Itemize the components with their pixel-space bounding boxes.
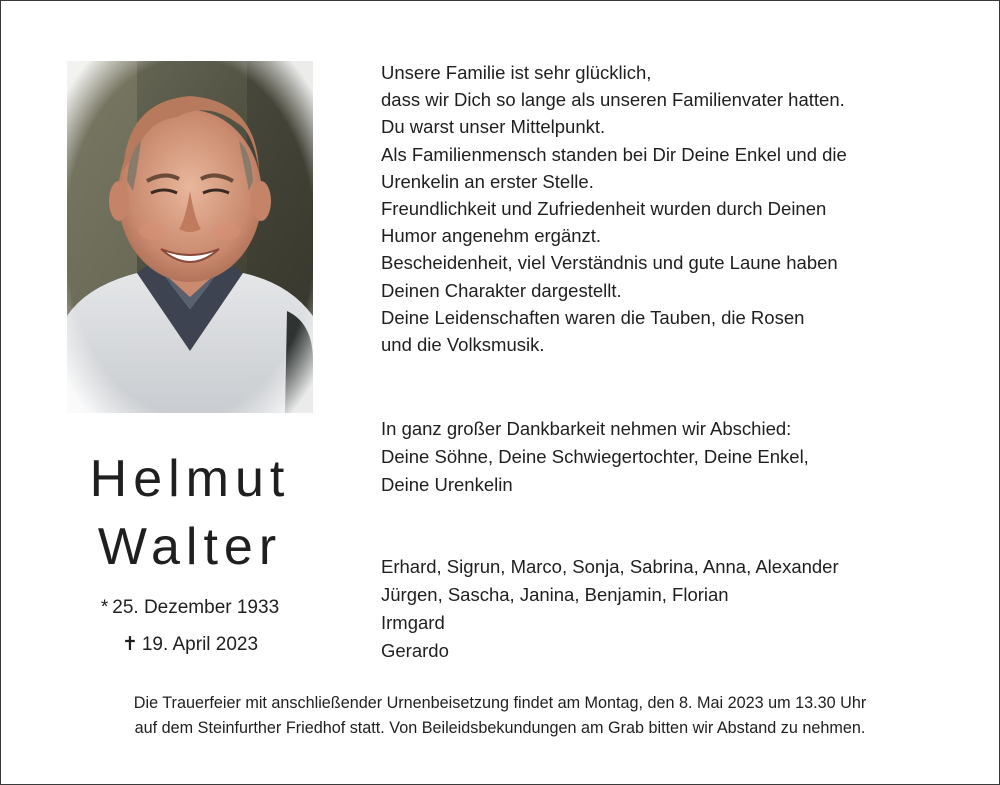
death-date-text: 19. April 2023 (141, 634, 259, 655)
birth-date (31, 598, 349, 617)
poem-line: Deine Leidenschaften waren die Tauben, die Rosen (381, 306, 805, 328)
mourners-line: Irmgard (381, 612, 445, 633)
portrait-illustration (67, 61, 313, 413)
mourners-line: Gerardo (381, 640, 449, 661)
farewell-statement (381, 415, 961, 499)
funeral-service-info (1, 691, 999, 741)
poem-line: und die Volksmusik. (381, 334, 545, 356)
mourners-line: Jürgen, Sascha, Janina, Benjamin, Florian (381, 584, 729, 605)
death-date (31, 635, 349, 654)
farewell-line: Deine Söhne, Deine Schwiegertochter, Deine Enkel, (381, 446, 809, 467)
deceased-last-name: Walter (97, 518, 283, 576)
mourners-line: Erhard, Sigrun, Marco, Sonja, Sabrina, Anna, Alexander (381, 556, 839, 577)
cross-icon: ✝ (121, 634, 138, 655)
poem-line: Deinen Charakter dargestellt. (381, 279, 622, 301)
poem-line: dass wir Dich so lange als unseren Familienvater hatten. (381, 89, 845, 111)
service-line: auf dem Steinfurther Friedhof statt. Von Beileidsbekundungen am Grab bitten wir Abstand zu nehmen. (134, 719, 866, 737)
birth-symbol: * (100, 597, 109, 618)
farewell-line: Deine Urenkelin (381, 474, 513, 495)
portrait-photo (67, 61, 313, 413)
poem-line: Unsere Familie ist sehr glücklich, (381, 62, 652, 83)
poem-line: Du warst unser Mittelpunkt. (381, 116, 606, 138)
poem-line: Bescheidenheit, viel Verständnis und gute Laune haben (381, 252, 838, 274)
poem-line: Als Familienmensch standen bei Dir Deine Enkel und die (381, 143, 847, 165)
service-line: Die Trauerfeier mit anschließender Urnenbeisetzung findet am Montag, den 8. Mai 2023 um 13.30 Uhr (133, 694, 867, 712)
memorial-poem (381, 59, 961, 358)
farewell-line: In ganz großer Dankbarkeit nehmen wir Abschied: (381, 418, 792, 439)
birth-date-text: 25. Dezember 1933 (112, 597, 280, 618)
poem-line: Urenkelin an erster Stelle. (381, 170, 594, 192)
deceased-first-name: Helmut (89, 450, 291, 508)
mourners-list (381, 553, 961, 665)
poem-line: Humor angenehm ergänzt. (381, 225, 602, 247)
poem-line: Freundlichkeit und Zufriedenheit wurden durch Deinen (381, 198, 827, 220)
